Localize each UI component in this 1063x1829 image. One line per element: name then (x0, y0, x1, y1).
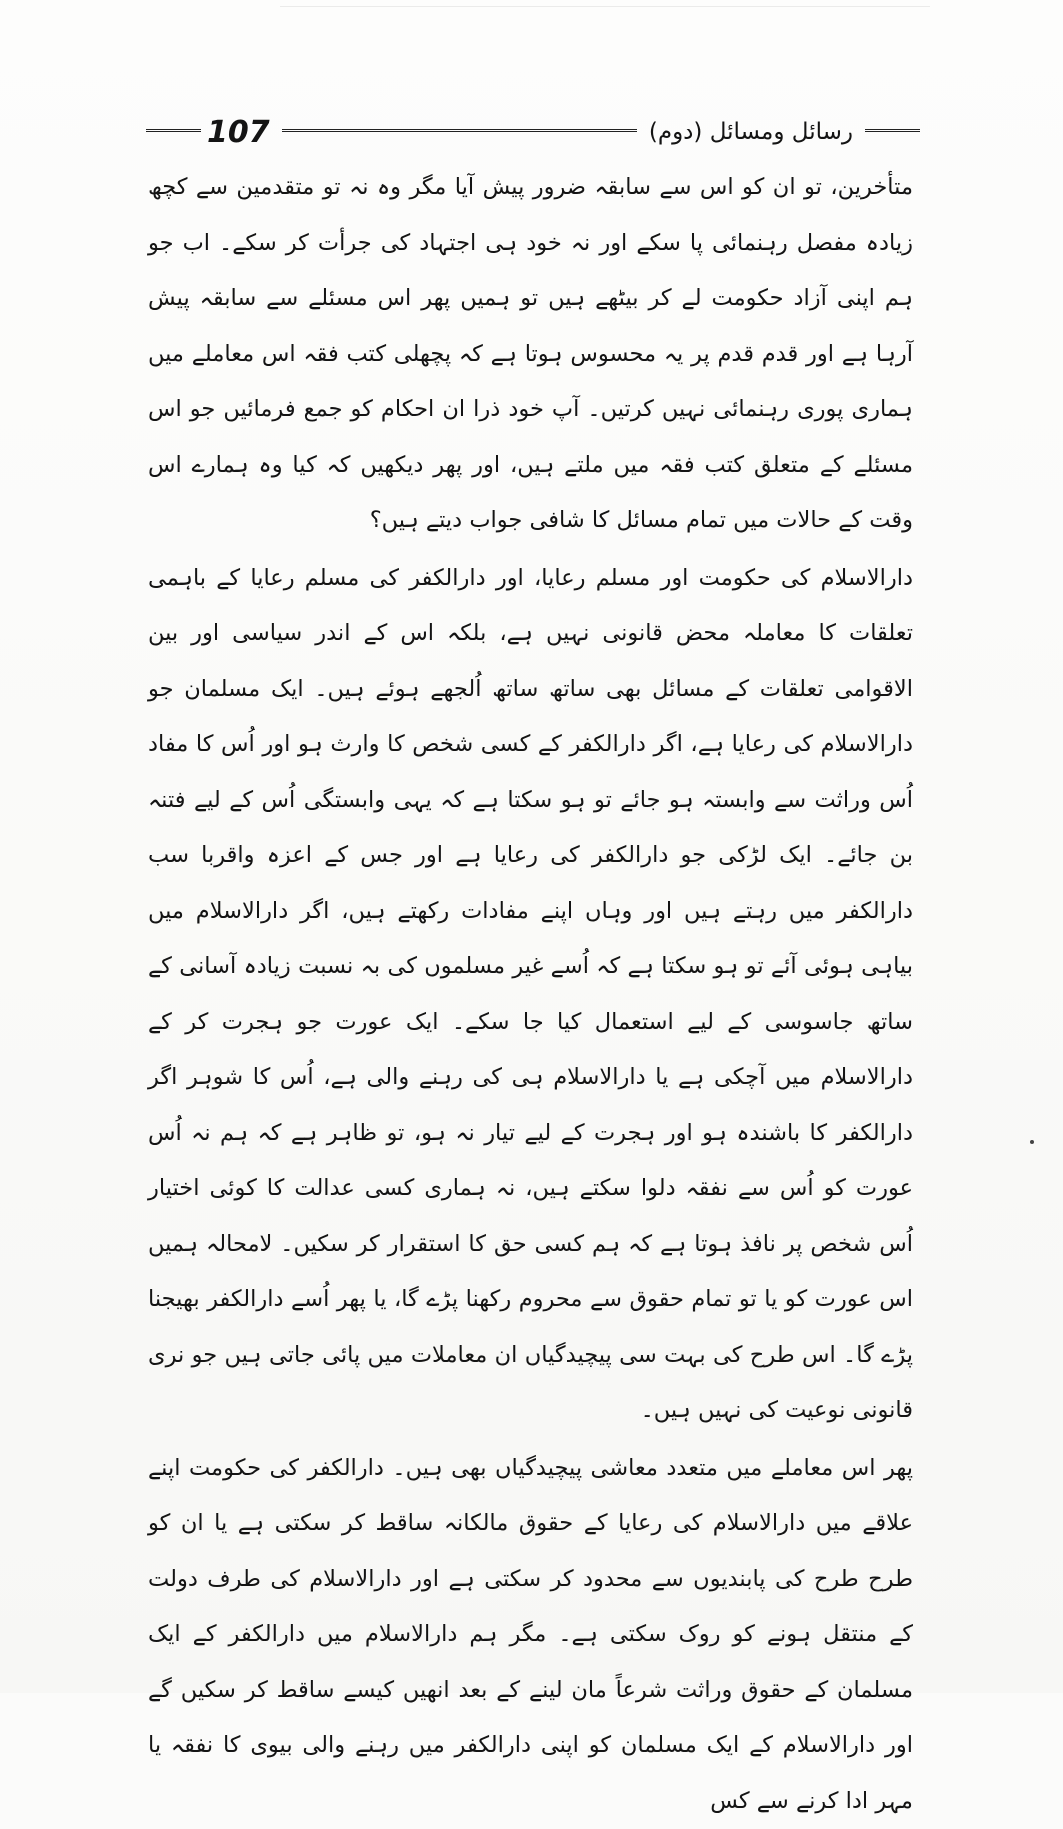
book-title: رسائل ومسائل (دوم) (643, 119, 859, 145)
main-text (148, 160, 913, 1829)
paragraph-1: متأخرین، تو ان کو اس سے سابقہ ضرور پیش آیا مگر وہ نہ تو متقدمین سے کچھ زیادہ مفصل رہنمائی پا سکے اور نہ خود ہی اجتہاد کی جرأت کر سکے۔ اب جو ہم اپنی آزاد حکومت لے کر بیٹھے ہیں تو ہمیں پھر اس مسئلے سے سابقہ پیش آرہا ہے اور قدم قدم پر یہ محسوس ہوتا ہے کہ پچھلی کتب فقہ اس معاملے میں ہماری پوری رہنمائی نہیں کرتیں۔ آپ خود ذرا ان احکام کو جمع فرمائیں جو اس مسئلے کے متعلق کتب فقہ میں ملتے ہیں، اور پھر دیکھیں کہ کیا وہ ہمارے اس وقت کے حالات میں تمام مسائل کا شافی جواب دیتے ہیں؟ (148, 160, 913, 549)
header-rule-right (865, 129, 920, 135)
bleed-through-line (280, 6, 930, 17)
stray-mark (1030, 1140, 1034, 1144)
paragraph-3: پھر اس معاملے میں متعدد معاشی پیچیدگیاں بھی ہیں۔ دارالکفر کی حکومت اپنے علاقے میں دارالاسلام کی رعایا کے حقوق مالکانہ ساقط کر سکتی ہے یا ان کو طرح طرح کی پابندیوں سے محدود کر سکتی ہے اور دارالاسلام کی طرف دولت کے منتقل ہونے کو روک سکتی ہے۔ مگر ہم دارالاسلام میں دارالکفر کے ایک مسلمان کے حقوق وراثت شرعاً مان لینے کے بعد انھیں کیسے ساقط کر سکیں گے اور دارالاسلام کے ایک مسلمان کو اپنی دارالکفر میں رہنے والی بیوی کا نفقہ یا مہر ادا کرنے سے کس (148, 1441, 913, 1829)
running-header (140, 112, 920, 152)
page-number: 107 (201, 115, 276, 150)
paragraph-2: دارالاسلام کی حکومت اور مسلم رعایا، اور دارالکفر کی مسلم رعایا کے باہمی تعلقات کا معاملہ محض قانونی نہیں ہے، بلکہ اس کے اندر سیاسی اور بین الاقوامی تعلقات کے مسائل بھی ساتھ ساتھ اُلجھے ہوئے ہیں۔ ایک مسلمان جو دارالاسلام کی رعایا ہے، اگر دارالکفر کے کسی شخص کا وارث ہو اور اُس کا مفاد اُس وراثت سے وابستہ ہو جائے تو ہو سکتا ہے کہ یہی وابستگی اُس کے لیے فتنہ بن جائے۔ ایک لڑکی جو دارالکفر کی رعایا ہے اور جس کے اعزہ واقربا سب دارالکفر میں رہتے ہیں اور وہاں اپنے مفادات رکھتے ہیں، اگر دارالاسلام میں بیاہی ہوئی آئے تو ہو سکتا ہے کہ اُسے غیر مسلموں کی بہ نسبت زیادہ آسانی کے ساتھ جاسوسی کے لیے استعمال کیا جا سکے۔ ایک عورت جو ہجرت کر کے دارالاسلام میں آچکی ہے یا دارالاسلام ہی کی رہنے والی ہے، اُس کا شوہر اگر دارالکفر کا باشندہ ہو اور ہجرت کے لیے تیار نہ ہو، تو ظاہر ہے کہ ہم نہ اُس عورت کو اُس سے نفقہ دلوا سکتے ہیں، نہ ہماری کسی عدالت کا کوئی اختیار اُس شخص پر نافذ ہوتا ہے کہ ہم کسی حق کا استقرار کر سکیں۔ لامحالہ ہمیں اس عورت کو یا تو تمام حقوق سے محروم رکھنا پڑے گا، یا پھر اُسے دارالکفر بھیجنا پڑے گا۔ اس طرح کی بہت سی پیچیدگیاں ان معاملات میں پائی جاتی ہیں جو نری قانونی نوعیت کی نہیں ہیں۔ (148, 551, 913, 1439)
header-rule-left (146, 129, 201, 135)
header-rule-middle (282, 129, 637, 135)
